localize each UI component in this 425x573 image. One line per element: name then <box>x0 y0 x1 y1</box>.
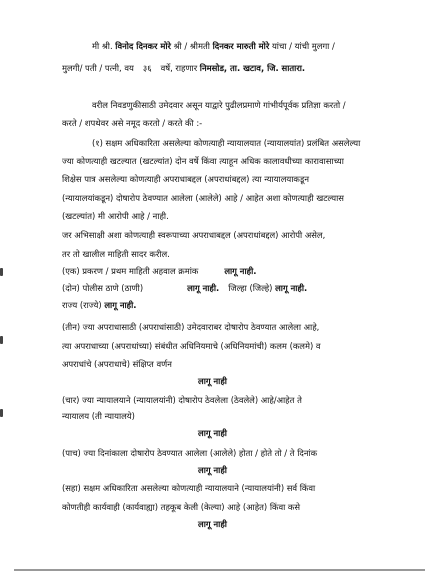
affirmation-line-1: वरील निवडणुकीसाठी उमेदवार असून याद्वारे पुढीलप्रमाणे गांभीर्यपूर्वक प्रतिज्ञा करतो / <box>92 100 346 110</box>
item-proceedings-line: कोणतीही कार्यवाही (कार्यवाह्या) तहकूब केली (केल्या) आहे (आहेत) किंवा कसे <box>62 502 301 512</box>
relation-text: यांचा / यांची मुलगा / <box>271 41 335 51</box>
item-offence-line: अपराधांचे (अपराधाचे) संक्षिप्त वर्णन <box>62 359 172 369</box>
item-court-line: न्यायालय (ती न्यायालये) <box>62 411 135 421</box>
offence-value: लागू नाही <box>198 376 227 386</box>
proceedings-value: लागू नाही <box>198 519 227 529</box>
item-case-number <box>0 266 425 277</box>
relation-line-start: मुलगी/ पती / पत्नी, वय <box>62 63 134 73</box>
item-police-station <box>0 283 425 294</box>
police-station-value: लागू नाही. <box>187 283 220 293</box>
parent-name: दिनकर मारुती मोरे <box>212 41 270 51</box>
age-address-line <box>0 63 425 74</box>
honorific-text: श्री / श्रीमती <box>173 41 210 51</box>
district-label: जिल्हा (जिल्हे) <box>228 283 273 293</box>
case-number-value: लागू नाही. <box>224 266 257 276</box>
district-value: लागू नाही. <box>275 283 308 293</box>
item-offence-line: त्या अपराधाच्या (अपराधांच्या) संबंधीत अधिनियमाचे (अधिनियमांची) कलम (कलमे) व <box>62 341 321 351</box>
police-station-label: (दोन) पोलीस ठाणे (ठाणी) <box>62 283 144 293</box>
court-value: लागू नाही <box>198 428 227 438</box>
years-residing-text: वर्षे, राहणार <box>160 63 198 73</box>
age-value: ३६ <box>142 63 152 73</box>
affirmation-line-2: करते / शपथेवर असे नमूद करतो / करते की :- <box>62 118 203 128</box>
item-court-line: (चार) ज्या न्यायालयाने (न्यायालयांनी) दोषारोप ठेवलेला (ठेवलेले) आहे/आहेत ते <box>62 395 302 405</box>
if-accused-line-1: जर अभिसाक्षी अशा कोणत्याही स्वरूपाच्या अपराधाबद्दल (अपराधांबद्दल) आरोपी असेल, <box>62 230 326 240</box>
address-value: निमसोड, ता. खटाव, जि. सातारा. <box>199 63 306 73</box>
clause1-line: (न्यायालयांकडून) दोषारोप ठेवण्यात आलेला (आलेले) आहे / आहेत अशा कोणत्याही खटल्यास <box>62 193 344 203</box>
item-charge-date: (पाच) ज्या दिनांकाला दोषारोप ठेवण्यात आलेला (आलेले) होता / होते तो / ते दिनांक <box>62 448 318 458</box>
item-offence-line: (तीन) ज्या अपराधासाठी (अपराधांसाठी) उमेदवाराबर दोषारोप ठेवण्यात आलेला आहे, <box>62 322 320 332</box>
case-number-label: (एक) प्रकरण / प्रथम माहिती अहवाल क्रमांक <box>62 266 199 276</box>
declarant-name: विनोद दिनकर मोरे <box>115 41 171 51</box>
state-value: लागू नाही. <box>104 300 137 310</box>
clause1-line: शिक्षेस पात्र असलेल्या कोणत्याही अपराधाबद्दल (अपराधांबद्दल) त्या न्यायालयाकडून <box>62 174 309 184</box>
if-accused-line-2: तर तो खालील माहिती सादर करील. <box>62 249 170 259</box>
title-prefix: मी श्री. <box>92 41 113 51</box>
page-bottom-edge <box>14 569 425 571</box>
item-proceedings-line: (सहा) सक्षम अधिकारिता असलेल्या कोणत्याही न्यायालयाने (न्यायालयांनी) सर्व किंवा <box>62 483 316 493</box>
item-state <box>0 300 425 311</box>
clause1-line: (खटल्यांत) मी आरोपी आहे / नाही. <box>62 211 169 221</box>
clause1-line: (१) सक्षम अधिकारिता असलेल्या कोणत्याही न्यायालयात (न्यायालयांत) प्रलंबित असलेल्या <box>92 138 361 148</box>
clause1-line: ज्या कोणत्याही खटल्यात (खटल्यांत) दोन वर्षे किंवा त्याहून अधिक कालावधीच्या कारावासाच्या <box>62 156 344 166</box>
state-label: राज्य (राज्ये) <box>62 300 102 310</box>
declarant-line <box>0 41 425 52</box>
charge-date-value: लागू नाही <box>198 465 227 475</box>
